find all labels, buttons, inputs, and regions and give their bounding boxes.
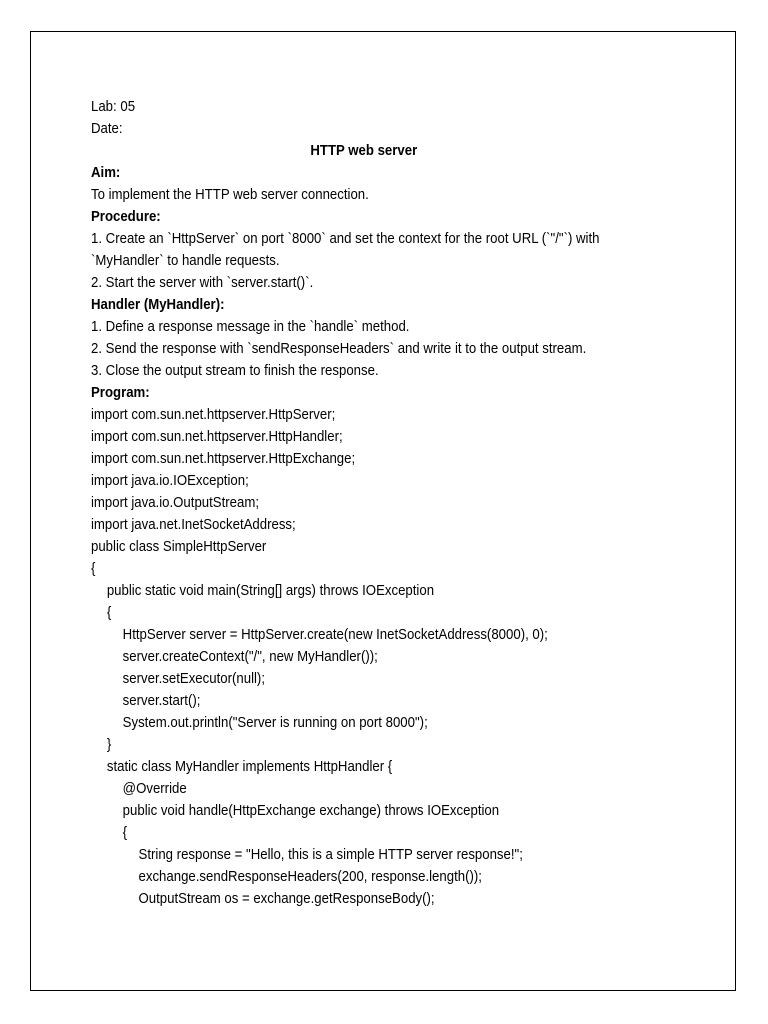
code-line: String response = "Hello, this is a simple HTTP server response!";	[138, 846, 523, 863]
code-line: public static void main(String[] args) throws IOException	[106, 582, 435, 599]
code-line: System.out.println("Server is running on port 8000");	[122, 714, 428, 731]
code-line: import java.io.IOException;	[91, 472, 249, 489]
code-line: OutputStream os = exchange.getResponseBody();	[138, 890, 435, 907]
procedure-heading: Procedure:	[91, 208, 161, 225]
procedure-step: 2. Start the server with `server.start()`.	[91, 274, 314, 291]
code-line: import java.io.OutputStream;	[91, 494, 260, 511]
lab-number: Lab: 05	[91, 98, 136, 115]
document-title: HTTP web server	[310, 142, 418, 159]
date-label: Date:	[91, 120, 123, 137]
handler-step: 3. Close the output stream to finish the response.	[91, 362, 379, 379]
code-line: HttpServer server = HttpServer.create(new InetSocketAddress(8000), 0);	[122, 626, 548, 643]
aim-text: To implement the HTTP web server connection.	[91, 186, 369, 203]
code-line: import com.sun.net.httpserver.HttpServer;	[91, 406, 336, 423]
code-line: }	[106, 736, 112, 753]
code-line: @Override	[122, 780, 187, 797]
code-line: server.setExecutor(null);	[122, 670, 266, 687]
code-line: import java.net.InetSocketAddress;	[91, 516, 296, 533]
program-heading: Program:	[91, 384, 150, 401]
code-line: import com.sun.net.httpserver.HttpHandler;	[91, 428, 343, 445]
document-content	[91, 96, 637, 910]
handler-step: 1. Define a response message in the `handle` method.	[91, 318, 410, 335]
code-line: public void handle(HttpExchange exchange) throws IOException	[122, 802, 500, 819]
code-line: import com.sun.net.httpserver.HttpExchange;	[91, 450, 356, 467]
handler-heading: Handler (MyHandler):	[91, 296, 225, 313]
procedure-step: 1. Create an `HttpServer` on port `8000` and set the context for the root URL (`"/"`) with	[91, 230, 600, 247]
code-line: server.createContext("/", new MyHandler());	[122, 648, 378, 665]
document-page	[30, 31, 736, 991]
code-line: public class SimpleHttpServer	[91, 538, 267, 555]
procedure-step: `MyHandler` to handle requests.	[91, 252, 280, 269]
code-line: {	[122, 824, 128, 841]
handler-step: 2. Send the response with `sendResponseHeaders` and write it to the output stream.	[91, 340, 587, 357]
code-line: server.start();	[122, 692, 201, 709]
code-line: exchange.sendResponseHeaders(200, response.length());	[138, 868, 482, 885]
code-line: static class MyHandler implements HttpHandler {	[106, 758, 393, 775]
aim-heading: Aim:	[91, 164, 121, 181]
code-line: {	[106, 604, 112, 621]
code-line: {	[91, 560, 96, 577]
